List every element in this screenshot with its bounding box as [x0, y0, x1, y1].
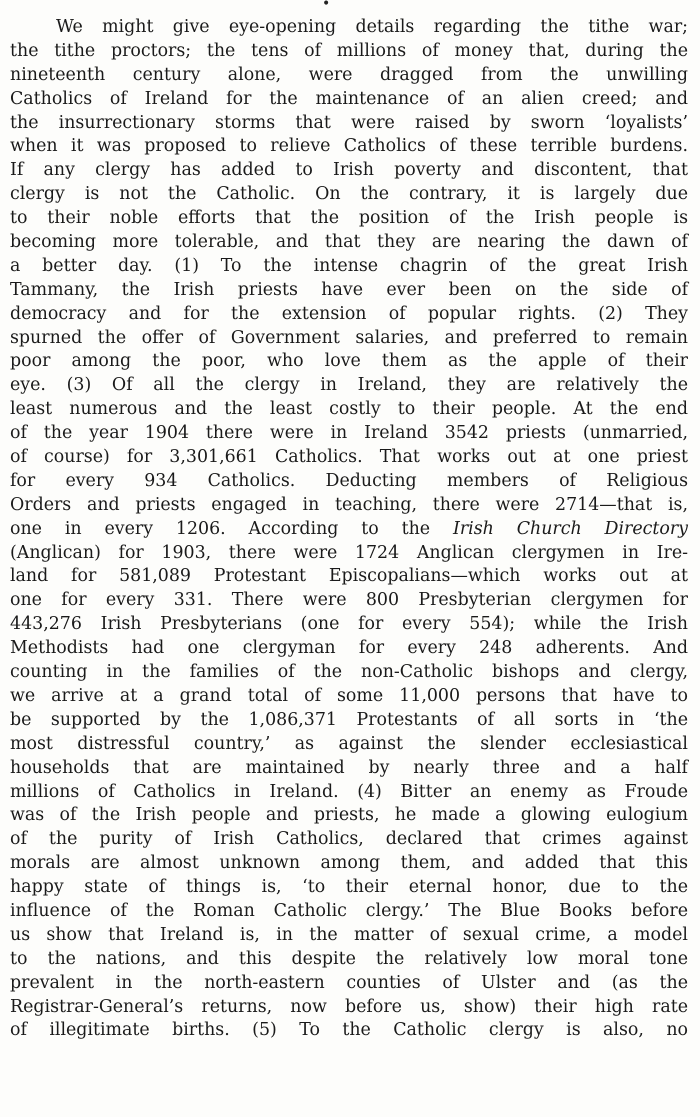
- text-line: millions of Catholics in Ireland. (4) Bitter an enemy as Froude: [10, 781, 688, 802]
- text-line: poor among the poor, who love them as the apple of their: [10, 351, 688, 372]
- text-line: nineteenth century alone, were dragged from the unwilling: [10, 64, 688, 85]
- text-line: was of the Irish people and priests, he made a glowing eulogium: [10, 805, 688, 826]
- italic-title: Irish Church Directory: [452, 518, 688, 539]
- text-line: clergy is not the Catholic. On the contrary, it is largely due: [10, 184, 688, 205]
- text-line: of the purity of Irish Catholics, declared that crimes against: [10, 829, 688, 850]
- text-line: happy state of things is, ‘to their eternal honor, due to the: [10, 877, 688, 898]
- body-text: [10, 16, 688, 1043]
- text-line: influence of the Roman Catholic clergy.’ The Blue Books before: [10, 900, 688, 921]
- text-line: least numerous and the least costly to their people. At the end: [10, 399, 688, 420]
- text-line: becoming more tolerable, and that they are nearing the dawn of: [10, 232, 688, 253]
- text-line: prevalent in the north-eastern counties of Ulster and (as the: [10, 972, 688, 993]
- text-line: to their noble efforts that the position of the Irish people is: [10, 208, 688, 229]
- text-line: to the nations, and this despite the relatively low moral tone: [10, 948, 688, 969]
- text-line: households that are maintained by nearly three and a half: [10, 757, 688, 778]
- text-line: for every 934 Catholics. Deducting members of Religious: [10, 470, 688, 491]
- text-line: the tithe proctors; the tens of millions of money that, during the: [10, 40, 688, 61]
- text-line: We might give eye-opening details regarding the tithe war;: [56, 17, 688, 37]
- text-line: most distressful country,’ as against the slender ecclesiastical: [10, 733, 688, 754]
- text-line: of the year 1904 there were in Ireland 3542 priests (unmarried,: [10, 423, 688, 444]
- text-line: be supported by the 1,086,371 Protestants of all sorts in ‘the: [10, 709, 688, 730]
- text-line: of course) for 3,301,661 Catholics. That works out at one priest: [10, 447, 688, 468]
- text-line: Catholics of Ireland for the maintenance of an alien creed; and: [10, 88, 688, 109]
- text-line-lead: one in every 1206. According to the: [10, 518, 453, 539]
- text-line: the insurrectionary storms that were raised by sworn ‘loyalists’: [10, 112, 688, 133]
- text-line: spurned the offer of Government salaries, and preferred to remain: [10, 327, 688, 348]
- text-line: (Anglican) for 1903, there were 1724 Anglican clergymen in Ire-: [10, 542, 688, 563]
- page-top-mark: •: [322, 0, 331, 12]
- text-line: democracy and for the extension of popular rights. (2) They: [10, 303, 688, 324]
- text-line: of illegitimate births. (5) To the Catholic clergy is also, no: [10, 1020, 688, 1041]
- text-line: If any clergy has added to Irish poverty and discontent, that: [10, 160, 688, 181]
- text-line: we arrive at a grand total of some 11,000 persons that have to: [10, 685, 688, 706]
- text-line: 443,276 Irish Presbyterians (one for every 554); while the Irish: [10, 614, 688, 635]
- text-line: Orders and priests engaged in teaching, there were 2714—that is,: [10, 494, 688, 515]
- text-line: Registrar-General’s returns, now before us, show) their high rate: [10, 996, 688, 1017]
- text-line: a better day. (1) To the intense chagrin of the great Irish: [10, 255, 688, 276]
- text-line: Tammany, the Irish priests have ever been on the side of: [10, 279, 688, 300]
- text-line: morals are almost unknown among them, and added that this: [10, 853, 688, 874]
- text-line: eye. (3) Of all the clergy in Ireland, they are relatively the: [10, 375, 688, 396]
- text-line: us show that Ireland is, in the matter of sexual crime, a model: [10, 924, 688, 945]
- text-line: one for every 331. There were 800 Presbyterian clergymen for: [10, 590, 688, 611]
- text-line: when it was proposed to relieve Catholics of these terrible burdens.: [10, 136, 688, 157]
- text-line: Methodists had one clergyman for every 248 adherents. And: [10, 638, 688, 659]
- text-line: land for 581,089 Protestant Episcopalians—which works out at: [10, 566, 688, 587]
- text-line-with-title: [10, 518, 688, 542]
- text-line: counting in the families of the non-Catholic bishops and clergy,: [10, 662, 688, 683]
